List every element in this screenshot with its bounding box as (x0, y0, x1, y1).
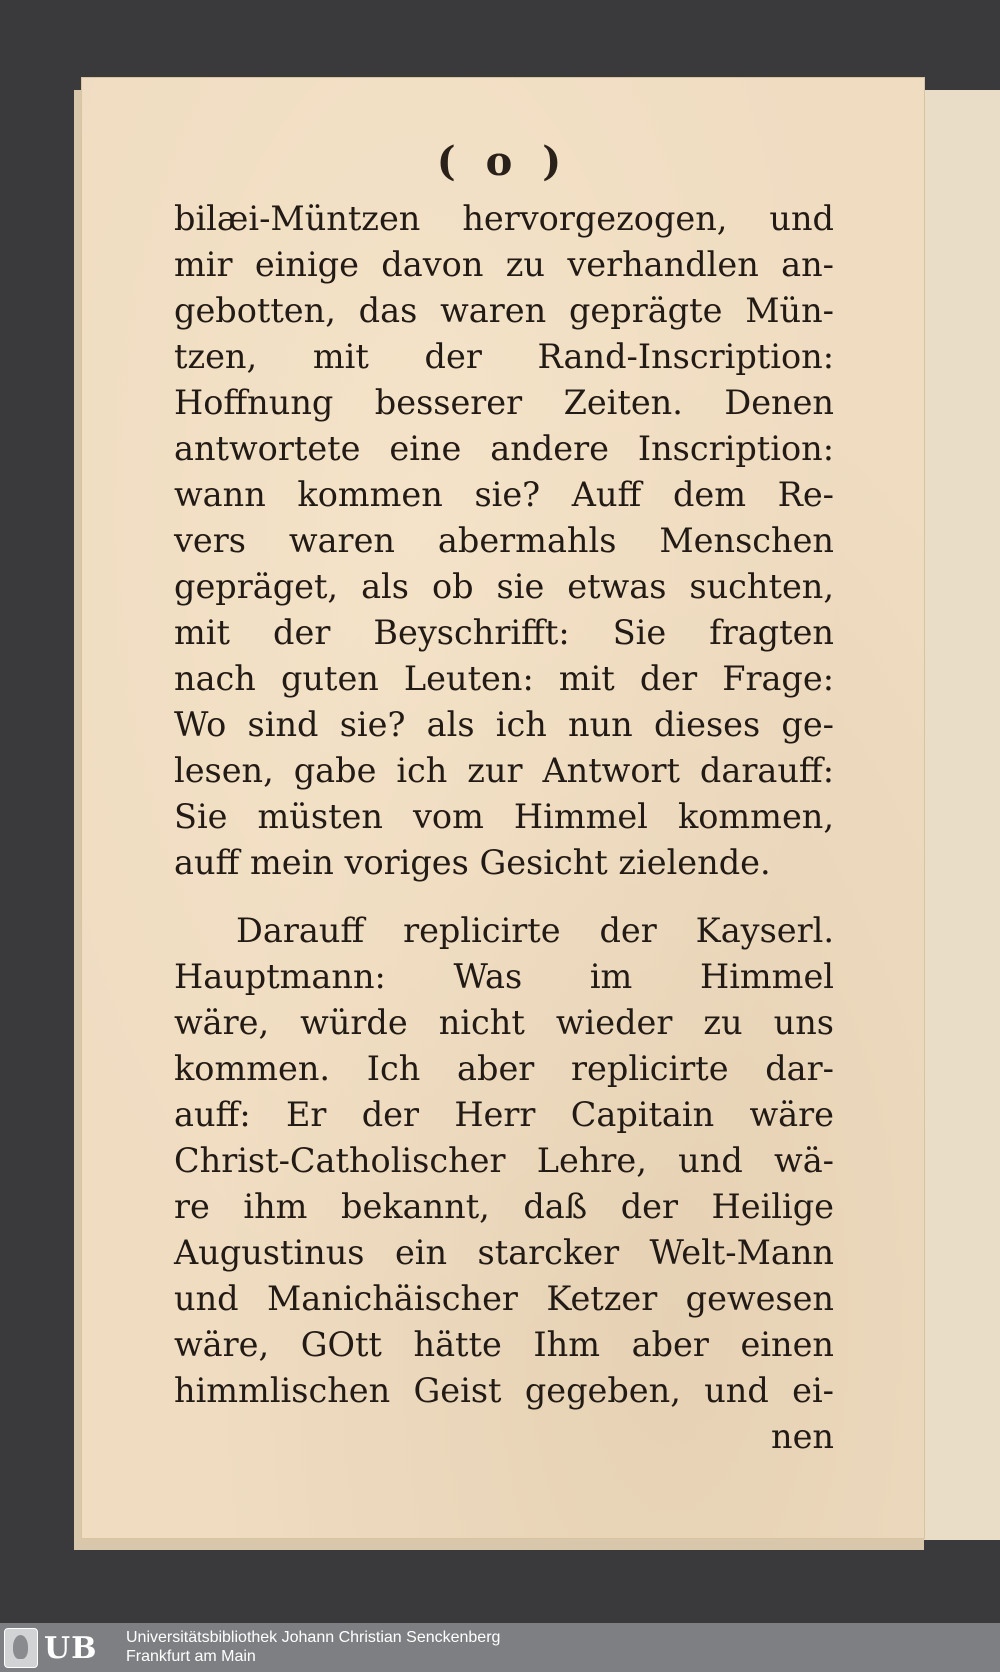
text-line: vers waren abermahls Menschen (174, 521, 834, 560)
ub-logo[interactable] (4, 1628, 114, 1668)
text-line: wäre, GOtt hätte Ihm aber einen (174, 1325, 834, 1364)
paragraph-1 (174, 196, 834, 886)
text-line: gepräget, als ob sie etwas suchten, (174, 567, 834, 606)
text-line: bilæi-Müntzen hervorgezogen, und (174, 199, 834, 238)
body-text (174, 196, 834, 1460)
text-line: lesen, gabe ich zur Antwort darauff: (174, 751, 834, 790)
seal-icon (4, 1628, 38, 1668)
text-line: gebotten, das waren geprägte Mün- (174, 291, 834, 330)
text-line: Hoffnung besserer Zeiten. Denen (174, 383, 834, 422)
text-line: Augustinus ein starcker Welt-Mann (174, 1233, 834, 1272)
text-line: mir einige davon zu verhandlen an- (174, 245, 834, 284)
page-number: ( o ) (436, 138, 570, 185)
text-line: und Manichäischer Ketzer gewesen (174, 1279, 834, 1318)
text-line: kommen. Ich aber replicirte dar- (174, 1049, 834, 1088)
text-line: nach guten Leuten: mit der Frage: (174, 659, 834, 698)
text-line: auff: Er der Herr Capitain wäre (174, 1095, 834, 1134)
text-line: Hauptmann: Was im Himmel (174, 957, 834, 996)
library-footer (0, 1623, 1000, 1672)
text-line: Darauff replicirte der Kayserl. (236, 911, 834, 950)
facing-page-edge (920, 90, 1000, 1540)
text-line: Sie müsten vom Himmel kommen, (174, 797, 834, 836)
book-page (82, 78, 924, 1538)
text-line: tzen, mit der Rand-Inscription: (174, 337, 834, 376)
library-name (126, 1628, 500, 1666)
ub-logo-text: UB (44, 1630, 98, 1666)
paragraph-gap (174, 886, 834, 908)
text-line: himmlischen Geist gegeben, und ei- (174, 1371, 834, 1410)
text-line: re ihm bekannt, daß der Heilige (174, 1187, 834, 1226)
text-line: mit der Beyschrifft: Sie fragten (174, 613, 834, 652)
text-line: wann kommen sie? Auff dem Re- (174, 475, 834, 514)
text-line: Wo sind sie? als ich nun dieses ge- (174, 705, 834, 744)
catchword: nen (771, 1417, 834, 1456)
library-name-line2: Frankfurt am Main (126, 1648, 256, 1665)
library-name-line1: Universitätsbibliothek Johann Christian Senckenberg (126, 1629, 501, 1646)
paragraph-2 (174, 908, 834, 1414)
text-line: auff mein voriges Gesicht zielende. (174, 843, 771, 882)
text-line: Christ-Catholischer Lehre, und wä- (174, 1141, 834, 1180)
text-line: wäre, würde nicht wieder zu uns (174, 1003, 834, 1042)
text-line: antwortete eine andere Inscription: (174, 429, 834, 468)
